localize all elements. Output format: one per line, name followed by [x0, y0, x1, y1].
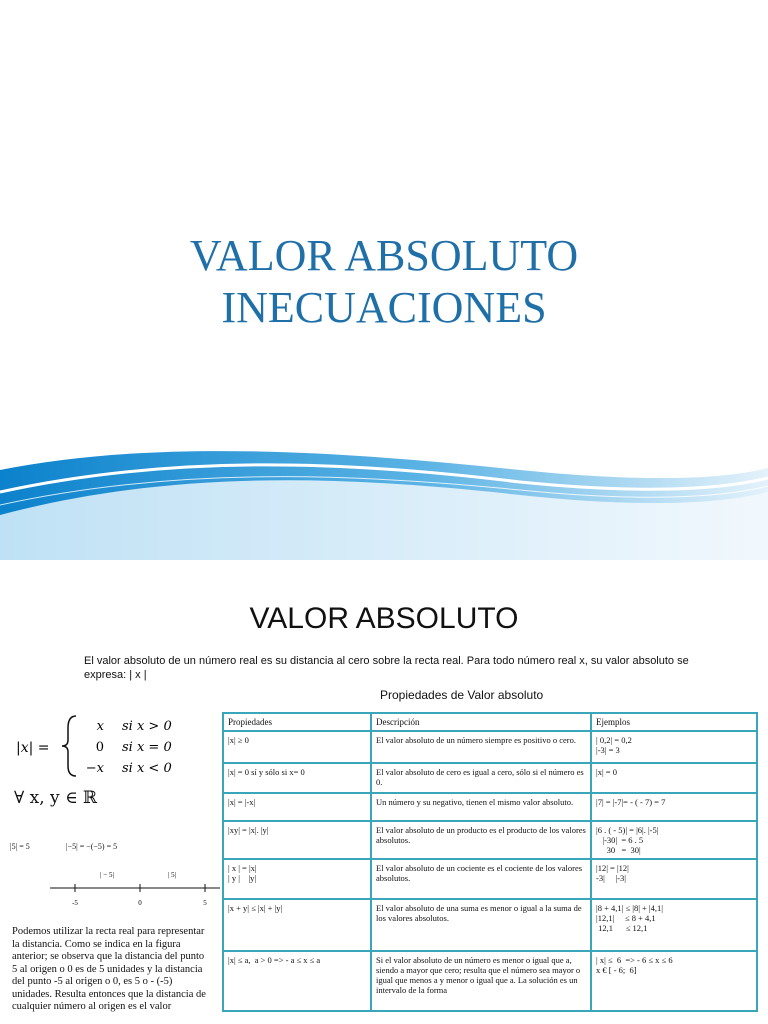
table-caption: Propiedades de Valor absoluto: [380, 688, 544, 702]
distance-label-left: | − 5|: [100, 871, 114, 879]
property-cell: [223, 951, 371, 1011]
description-cell: El valor absoluto de una suma es menor o igual a la suma de los valores absolutos.: [371, 899, 591, 951]
example-cell-line: |7| = |-7|= - ( - 7) = 7: [596, 797, 666, 807]
property-cell-line: |x| = 0 sí y sólo si x= 0: [228, 767, 305, 777]
description-cell: El valor absoluto de un cociente es el cociente de los valores absolutos.: [371, 859, 591, 899]
example-cell: [591, 763, 757, 793]
properties-table: [222, 712, 758, 1012]
header-descripcion: Descripción: [371, 713, 591, 731]
forall-statement: ∀ x, y ∈ ℝ: [14, 788, 98, 808]
main-title: VALOR ABSOLUTO INECUACIONES: [189, 231, 579, 332]
table-row: [223, 951, 757, 1011]
description-cell: El valor absoluto de un producto es el producto de los valores absolutos.: [371, 821, 591, 859]
example-cell: [591, 899, 757, 951]
slide-title: VALOR ABSOLUTO: [249, 602, 519, 635]
case-2-value: 0: [95, 740, 104, 755]
header-ejemplos: Ejemplos: [591, 713, 757, 731]
property-cell-line: |x| = |-x|: [228, 797, 256, 807]
header-propiedades: Propiedades: [223, 713, 371, 731]
formula-lhs: |x| =: [16, 740, 50, 756]
example-cell-line: |8 + 4,1| ≤ |8| + |4,1|: [596, 903, 663, 913]
property-cell-line: | x | = |x|: [228, 863, 257, 873]
tick-label-0: 0: [138, 899, 142, 907]
example-cell-line: |-3| = 3: [596, 745, 620, 755]
property-cell-line: |x| ≥ 0: [228, 735, 249, 745]
description-cell: El valor absoluto de cero es igual a cero, sólo si el número es 0.: [371, 763, 591, 793]
example-cell-line: | x| ≤ 6 => - 6 ≤ x ≤ 6: [596, 955, 673, 965]
property-cell: [223, 763, 371, 793]
property-cell: [223, 821, 371, 859]
table-row: [223, 731, 757, 763]
table-row: [223, 793, 757, 821]
property-cell-line: |x| ≤ a, a > 0 => - a ≤ x ≤ a: [228, 955, 321, 965]
content-slide: [0, 560, 768, 1024]
explanation-paragraph: Podemos utilizar la recta real para representar la distancia. Como se indica en la figura anterior; se observa que la distancia del punto 5 al origen o 0 es de 5 unidades y la distancia del punto -5 al origen o 0, es 5 o - (-5) unidades. Resulta entonces que la distancia de cualquier número al origen es el valor: [12, 926, 206, 1012]
example-cell-line: |-30| = 6 . 5: [596, 835, 644, 845]
table-row: [223, 859, 757, 899]
description-cell: Un número y su negativo, tienen el mismo valor absoluto.: [371, 793, 591, 821]
example-cell-line: 12,1 ≤ 12,1: [596, 923, 648, 933]
example-cell-line: 30 = 30|: [596, 845, 641, 855]
distance-label-right: | 5|: [167, 871, 177, 879]
case-1-value: x: [96, 719, 104, 734]
intro-text: El valor absoluto de un número real es su distancia al cero sobre la recta real. Para todo número real x, su valor absoluto se expresa: | x |: [84, 655, 689, 681]
description-cell: Si el valor absoluto de un número es menor o igual que a, siendo a mayor que cero; resulta que el número sea mayor o igual que menos a y menor o igual que a. La solución es un intervalo de la forma: [371, 951, 591, 1011]
example-equation-1: |5| = 5: [10, 842, 30, 851]
example-cell-line: |12,1| ≤ 8 + 4,1: [596, 913, 656, 923]
table-row: [223, 899, 757, 951]
table-header-row: [223, 713, 757, 731]
property-cell: [223, 859, 371, 899]
example-cell: [591, 731, 757, 763]
table-body: [223, 731, 757, 1011]
example-cell: [591, 793, 757, 821]
property-cell-line: |x + y| ≤ |x| + |y|: [228, 903, 283, 913]
example-cell-line: |12| = |12|: [596, 863, 629, 873]
example-cell-line: x € [ - 6; 6]: [596, 965, 637, 975]
case-3-value: −x: [85, 761, 104, 776]
table-row: [223, 763, 757, 793]
example-cell-line: |x| = 0: [596, 767, 617, 777]
case-3-condition: si x < 0: [122, 761, 172, 776]
example-cell: [591, 859, 757, 899]
property-cell-line: |xy| = |x|. |y|: [228, 825, 269, 835]
property-cell: [223, 731, 371, 763]
case-2-condition: si x = 0: [122, 740, 172, 755]
absolute-value-definition: [12, 710, 212, 780]
example-cell-line: | 0,2| = 0,2: [596, 735, 632, 745]
example-equation-2: |−5| = −(−5) = 5: [66, 842, 118, 851]
example-cell: [591, 951, 757, 1011]
table-row: [223, 821, 757, 859]
tick-label-minus-5: -5: [72, 899, 78, 907]
case-1-condition: si x > 0: [122, 719, 172, 734]
property-cell: [223, 899, 371, 951]
property-cell: [223, 793, 371, 821]
example-cell-line: |6 . ( - 5)| = |6|. |-5|: [596, 825, 659, 835]
number-line: [50, 863, 220, 913]
description-cell: El valor absoluto de un número siempre es positivo o cero.: [371, 731, 591, 763]
example-cell-line: -3| |-3|: [596, 873, 626, 883]
property-cell-line: | y | |y|: [228, 873, 257, 883]
tick-label-5: 5: [203, 899, 207, 907]
example-cell: [591, 821, 757, 859]
